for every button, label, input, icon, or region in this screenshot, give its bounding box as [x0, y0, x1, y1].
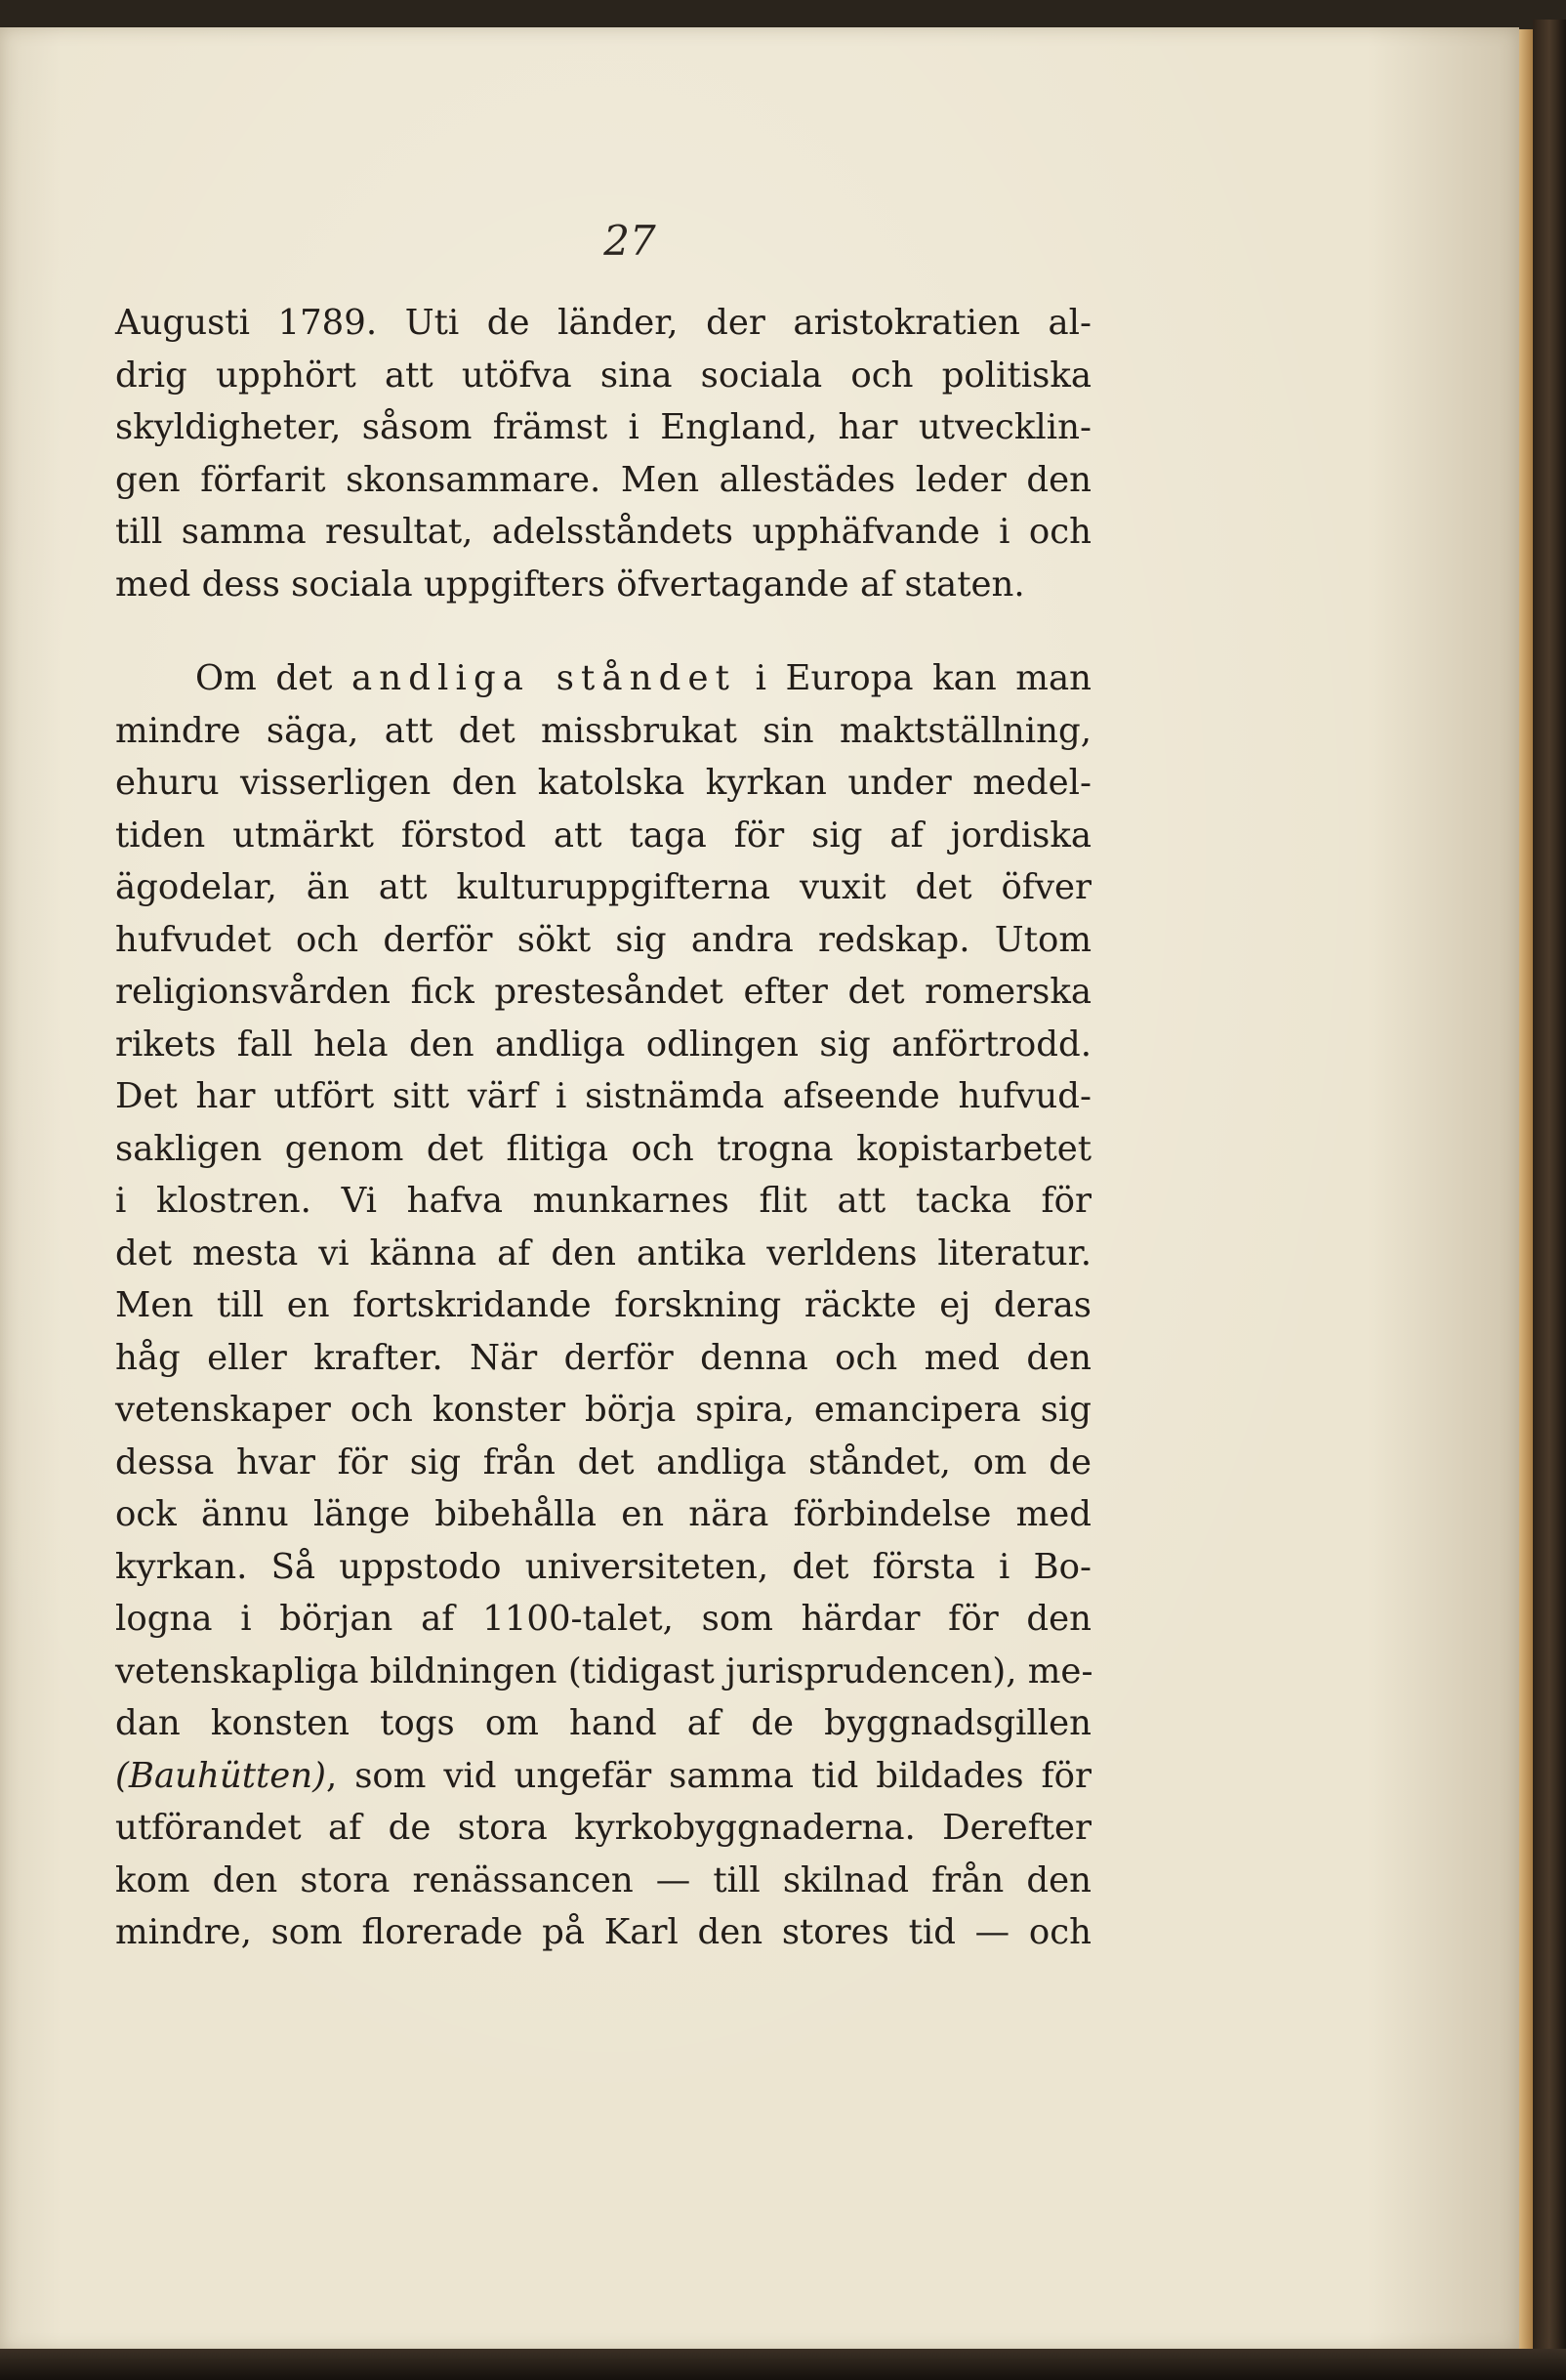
paragraph-2-line: vetenskapliga bildningen (tidigast jurisprudencen), me-	[115, 1650, 1093, 1691]
book-cover-edge	[1533, 20, 1566, 2363]
paragraph-2-line: rikets fall hela den andliga odlingen sig anförtrodd.	[115, 1023, 1092, 1065]
paragraph-1-line: med dess sociala uppgifters öfvertagande af staten.	[115, 564, 1025, 605]
paragraph-2-line: religionsvården fick prestesåndet efter det romerska	[115, 972, 1092, 1012]
italic-term: (Bauhütten)	[115, 1755, 326, 1796]
paragraph-2-line: tiden utmärkt förstod att taga för sig af jordiska	[115, 814, 1092, 856]
paragraph-2-line: Men till en fortskridande forskning räckte ej deras	[115, 1285, 1092, 1325]
paragraph-2-line: mindre säga, att det missbrukat sin maktställning,	[115, 710, 1092, 751]
paragraph-2-line: det mesta vi känna af den antika verldens literatur.	[115, 1232, 1092, 1274]
page-number: 27	[603, 217, 656, 265]
paragraph-2-line: logna i början af 1100-talet, som härdar för den	[115, 1599, 1092, 1639]
paragraph-2-line: Det har utfört sitt värf i sistnämda afseende hufvud-	[115, 1076, 1092, 1116]
paragraph-2-line: vetenskaper och konster börja spira, emancipera sig	[115, 1390, 1092, 1430]
paragraph-2-line: håg eller krafter. När derför denna och med den	[115, 1337, 1092, 1378]
paragraph-2-line: utförandet af de stora kyrkobyggnaderna. Derefter	[115, 1808, 1092, 1848]
bauhutten-line-rest: , som vid ungefär samma tid bildades för	[325, 1755, 1092, 1796]
first-line-after: i Europa kan man	[735, 658, 1092, 698]
paragraph-2-line: kyrkan. Så uppstodo universiteten, det första i Bo-	[115, 1546, 1092, 1587]
body-text	[115, 297, 1092, 1959]
paragraph-2-line: hufvudet och derför sökt sig andra redskap. Utom	[115, 919, 1092, 960]
paragraph-2-line: dessa hvar för sig från det andliga ståndet, om de	[115, 1441, 1092, 1482]
paragraph-2-line: ehuru visserligen den katolska kyrkan under medel-	[115, 763, 1092, 803]
paragraph-1-line: drig upphört att utöfva sina sociala och politiska	[115, 355, 1092, 396]
paragraph-2-line: kom den stora renässancen — till skilnad från den	[115, 1859, 1092, 1900]
paragraph-2-line: sakligen genom det flitiga och trogna kopistarbetet	[115, 1128, 1092, 1169]
paragraph-2-line: mindre, som florerade på Karl den stores tid — och	[115, 1912, 1092, 1952]
paragraph-gap	[115, 610, 1092, 652]
paragraph-2-line: ägodelar, än att kulturuppgifterna vuxit det öfver	[115, 867, 1092, 907]
first-line-before: Om det	[195, 658, 351, 698]
paragraph-2-line: i klostren. Vi hafva munkarnes flit att tacka för	[115, 1181, 1092, 1221]
paragraph-2-line: dan konsten togs om hand af de byggnadsgillen	[115, 1703, 1092, 1743]
paragraph-1-line: till samma resultat, adelsståndets upphäfvande i och	[115, 512, 1092, 552]
paragraph-1-line: skyldigheter, såsom främst i England, har utvecklin-	[115, 407, 1092, 447]
paragraph-2-bauhutten-line	[115, 1750, 1092, 1803]
emphasized-phrase: andliga ståndet	[350, 658, 736, 698]
paragraph-1-line: Augusti 1789. Uti de länder, der aristokratien al-	[115, 303, 1092, 343]
paragraph-2-first-line	[115, 652, 1092, 705]
scan-bottom-border	[0, 2349, 1566, 2380]
paragraph-2-line: ock ännu länge bibehålla en nära förbindelse med	[115, 1494, 1092, 1534]
paragraph-1-line: gen förfarit skonsammare. Men allestädes leder den	[115, 459, 1092, 500]
